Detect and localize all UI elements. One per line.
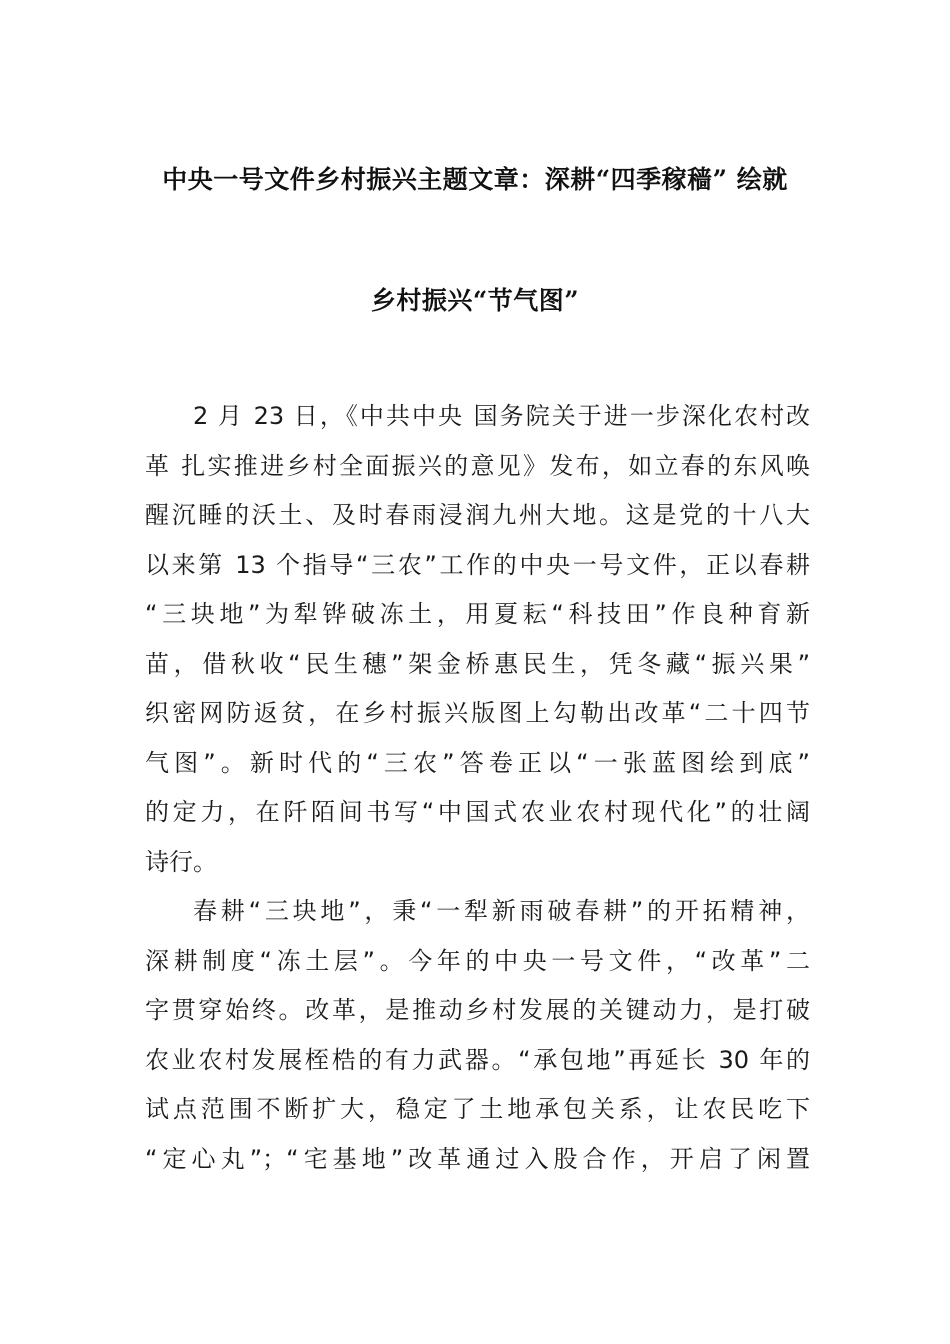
document-body (145, 392, 810, 1184)
paragraph-line: “三块地”为犁铧破冻土，用夏耘“科技田”作良种育新 (145, 600, 810, 628)
paragraph-line: 革 扎实推进乡村全面振兴的意见》发布，如立春的东风唤 (145, 451, 810, 480)
paragraph-line: 试点范围不断扩大，稳定了土地承包关系，让农民吃下 (145, 1095, 810, 1123)
paragraph-line: 2 月 23 日，《中共中央 国务院关于进一步深化农村改 (193, 402, 810, 430)
paragraph-line: 以来第 13 个指导“三农”工作的中央一号文件，正以春耕 (145, 550, 810, 579)
paragraph-line: “定心丸”；“宅基地”改革通过入股合作，开启了闲置 (145, 1144, 810, 1173)
paragraph-line: 农业农村发展桎梏的有力武器。“承包地”再延长 30 年的 (145, 1045, 810, 1074)
paragraph-line: 醒沉睡的沃土、及时春雨浸润九州大地。这是党的十八大 (145, 501, 810, 529)
paragraph-line: 深耕制度“冻土层”。今年的中央一号文件，“改革”二 (145, 946, 810, 975)
document-title-line-2: 乡村振兴“节气图” (370, 286, 580, 315)
paragraph-line: 织密网防返贫，在乡村振兴版图上勾勒出改革“二十四节 (145, 699, 810, 727)
paragraph-2 (145, 887, 810, 1184)
paragraph-line: 气图”。新时代的“三农”答卷正以“一张蓝图绘到底” (145, 748, 810, 777)
paragraph-line: 字贯穿始终。改革，是推动乡村发展的关键动力，是打破 (145, 996, 810, 1024)
paragraph-1 (145, 392, 810, 887)
paragraph-line: 春耕“三块地”，秉“一犁新雨破春耕”的开拓精神， (193, 897, 810, 925)
paragraph-line: 的定力，在阡陌间书写“中国式农业农村现代化”的壮阔 (145, 798, 810, 826)
paragraph-line: 苗，借秋收“民生穗”架金桥惠民生，凭冬藏“振兴果” (145, 649, 810, 678)
document-title-line-1: 中央一号文件乡村振兴主题文章：深耕“四季稼穑” 绘就 (162, 165, 788, 194)
paragraph-line: 诗行。 (145, 847, 217, 876)
